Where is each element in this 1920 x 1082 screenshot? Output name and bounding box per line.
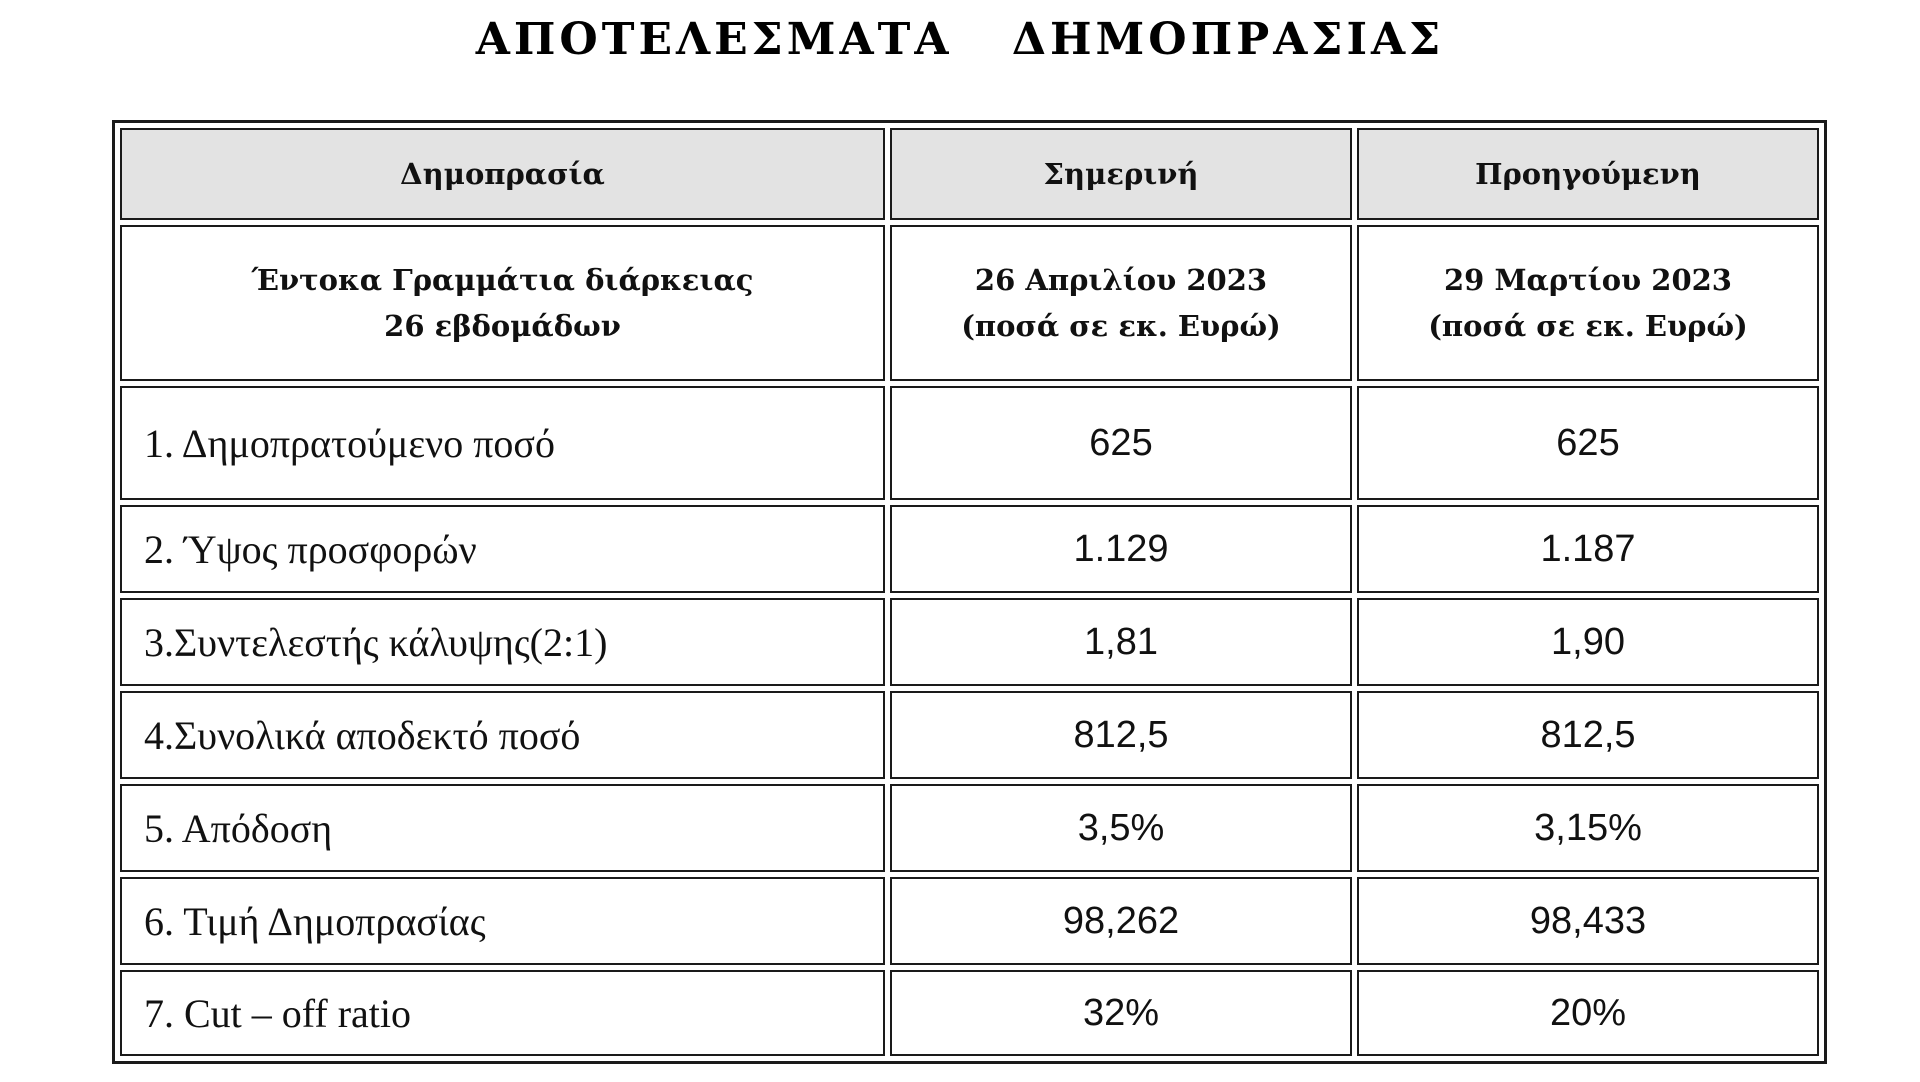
subheader-instrument-line2: 26 εβδομάδων xyxy=(384,309,621,343)
table-row xyxy=(120,505,1819,593)
subheader-current-line1: 26 Απριλίου 2023 xyxy=(974,263,1268,297)
row-label: 4.Συνολικά αποδεκτό ποσό xyxy=(120,691,885,779)
table-subheader-row xyxy=(120,225,1819,381)
row-current-value: 625 xyxy=(890,386,1352,500)
row-label: 5. Απόδοση xyxy=(120,784,885,872)
table-row xyxy=(120,691,1819,779)
row-label: 2. Ύψος προσφορών xyxy=(120,505,885,593)
row-current-value: 98,262 xyxy=(890,877,1352,965)
table-row xyxy=(120,970,1819,1056)
auction-results-table xyxy=(112,120,1827,1064)
subheader-current-line2: (ποσά σε εκ. Ευρώ) xyxy=(961,309,1281,343)
table-header-row xyxy=(120,128,1819,220)
row-current-value: 1,81 xyxy=(890,598,1352,686)
header-previous: Προηγούμενη xyxy=(1357,128,1819,220)
table-row xyxy=(120,784,1819,872)
subheader-previous-line1: 29 Μαρτίου 2023 xyxy=(1444,263,1732,297)
row-label: 7. Cut – off ratio xyxy=(120,970,885,1056)
row-previous-value: 1.187 xyxy=(1357,505,1819,593)
page-title: ΑΠΟΤΕΛΕΣΜΑΤΑ ΔΗΜΟΠΡΑΣΙΑΣ xyxy=(475,14,1445,65)
header-current: Σημερινή xyxy=(890,128,1352,220)
row-current-value: 32% xyxy=(890,970,1352,1056)
row-previous-value: 812,5 xyxy=(1357,691,1819,779)
row-previous-value: 20% xyxy=(1357,970,1819,1056)
table-row xyxy=(120,877,1819,965)
row-label: 3.Συντελεστής κάλυψης(2:1) xyxy=(120,598,885,686)
row-previous-value: 625 xyxy=(1357,386,1819,500)
subheader-instrument xyxy=(120,225,885,381)
subheader-previous-line2: (ποσά σε εκ. Ευρώ) xyxy=(1428,309,1748,343)
table-row xyxy=(120,598,1819,686)
subheader-instrument-line1: Έντοκα Γραμμάτια διάρκειας xyxy=(251,263,754,297)
row-current-value: 1.129 xyxy=(890,505,1352,593)
row-previous-value: 1,90 xyxy=(1357,598,1819,686)
row-label: 6. Τιμή Δημοπρασίας xyxy=(120,877,885,965)
subheader-current-date xyxy=(890,225,1352,381)
table-row xyxy=(120,386,1819,500)
row-current-value: 3,5% xyxy=(890,784,1352,872)
row-label: 1. Δημοπρατούμενο ποσό xyxy=(120,386,885,500)
row-previous-value: 98,433 xyxy=(1357,877,1819,965)
row-previous-value: 3,15% xyxy=(1357,784,1819,872)
row-current-value: 812,5 xyxy=(890,691,1352,779)
subheader-previous-date xyxy=(1357,225,1819,381)
header-auction: Δημοπρασία xyxy=(120,128,885,220)
